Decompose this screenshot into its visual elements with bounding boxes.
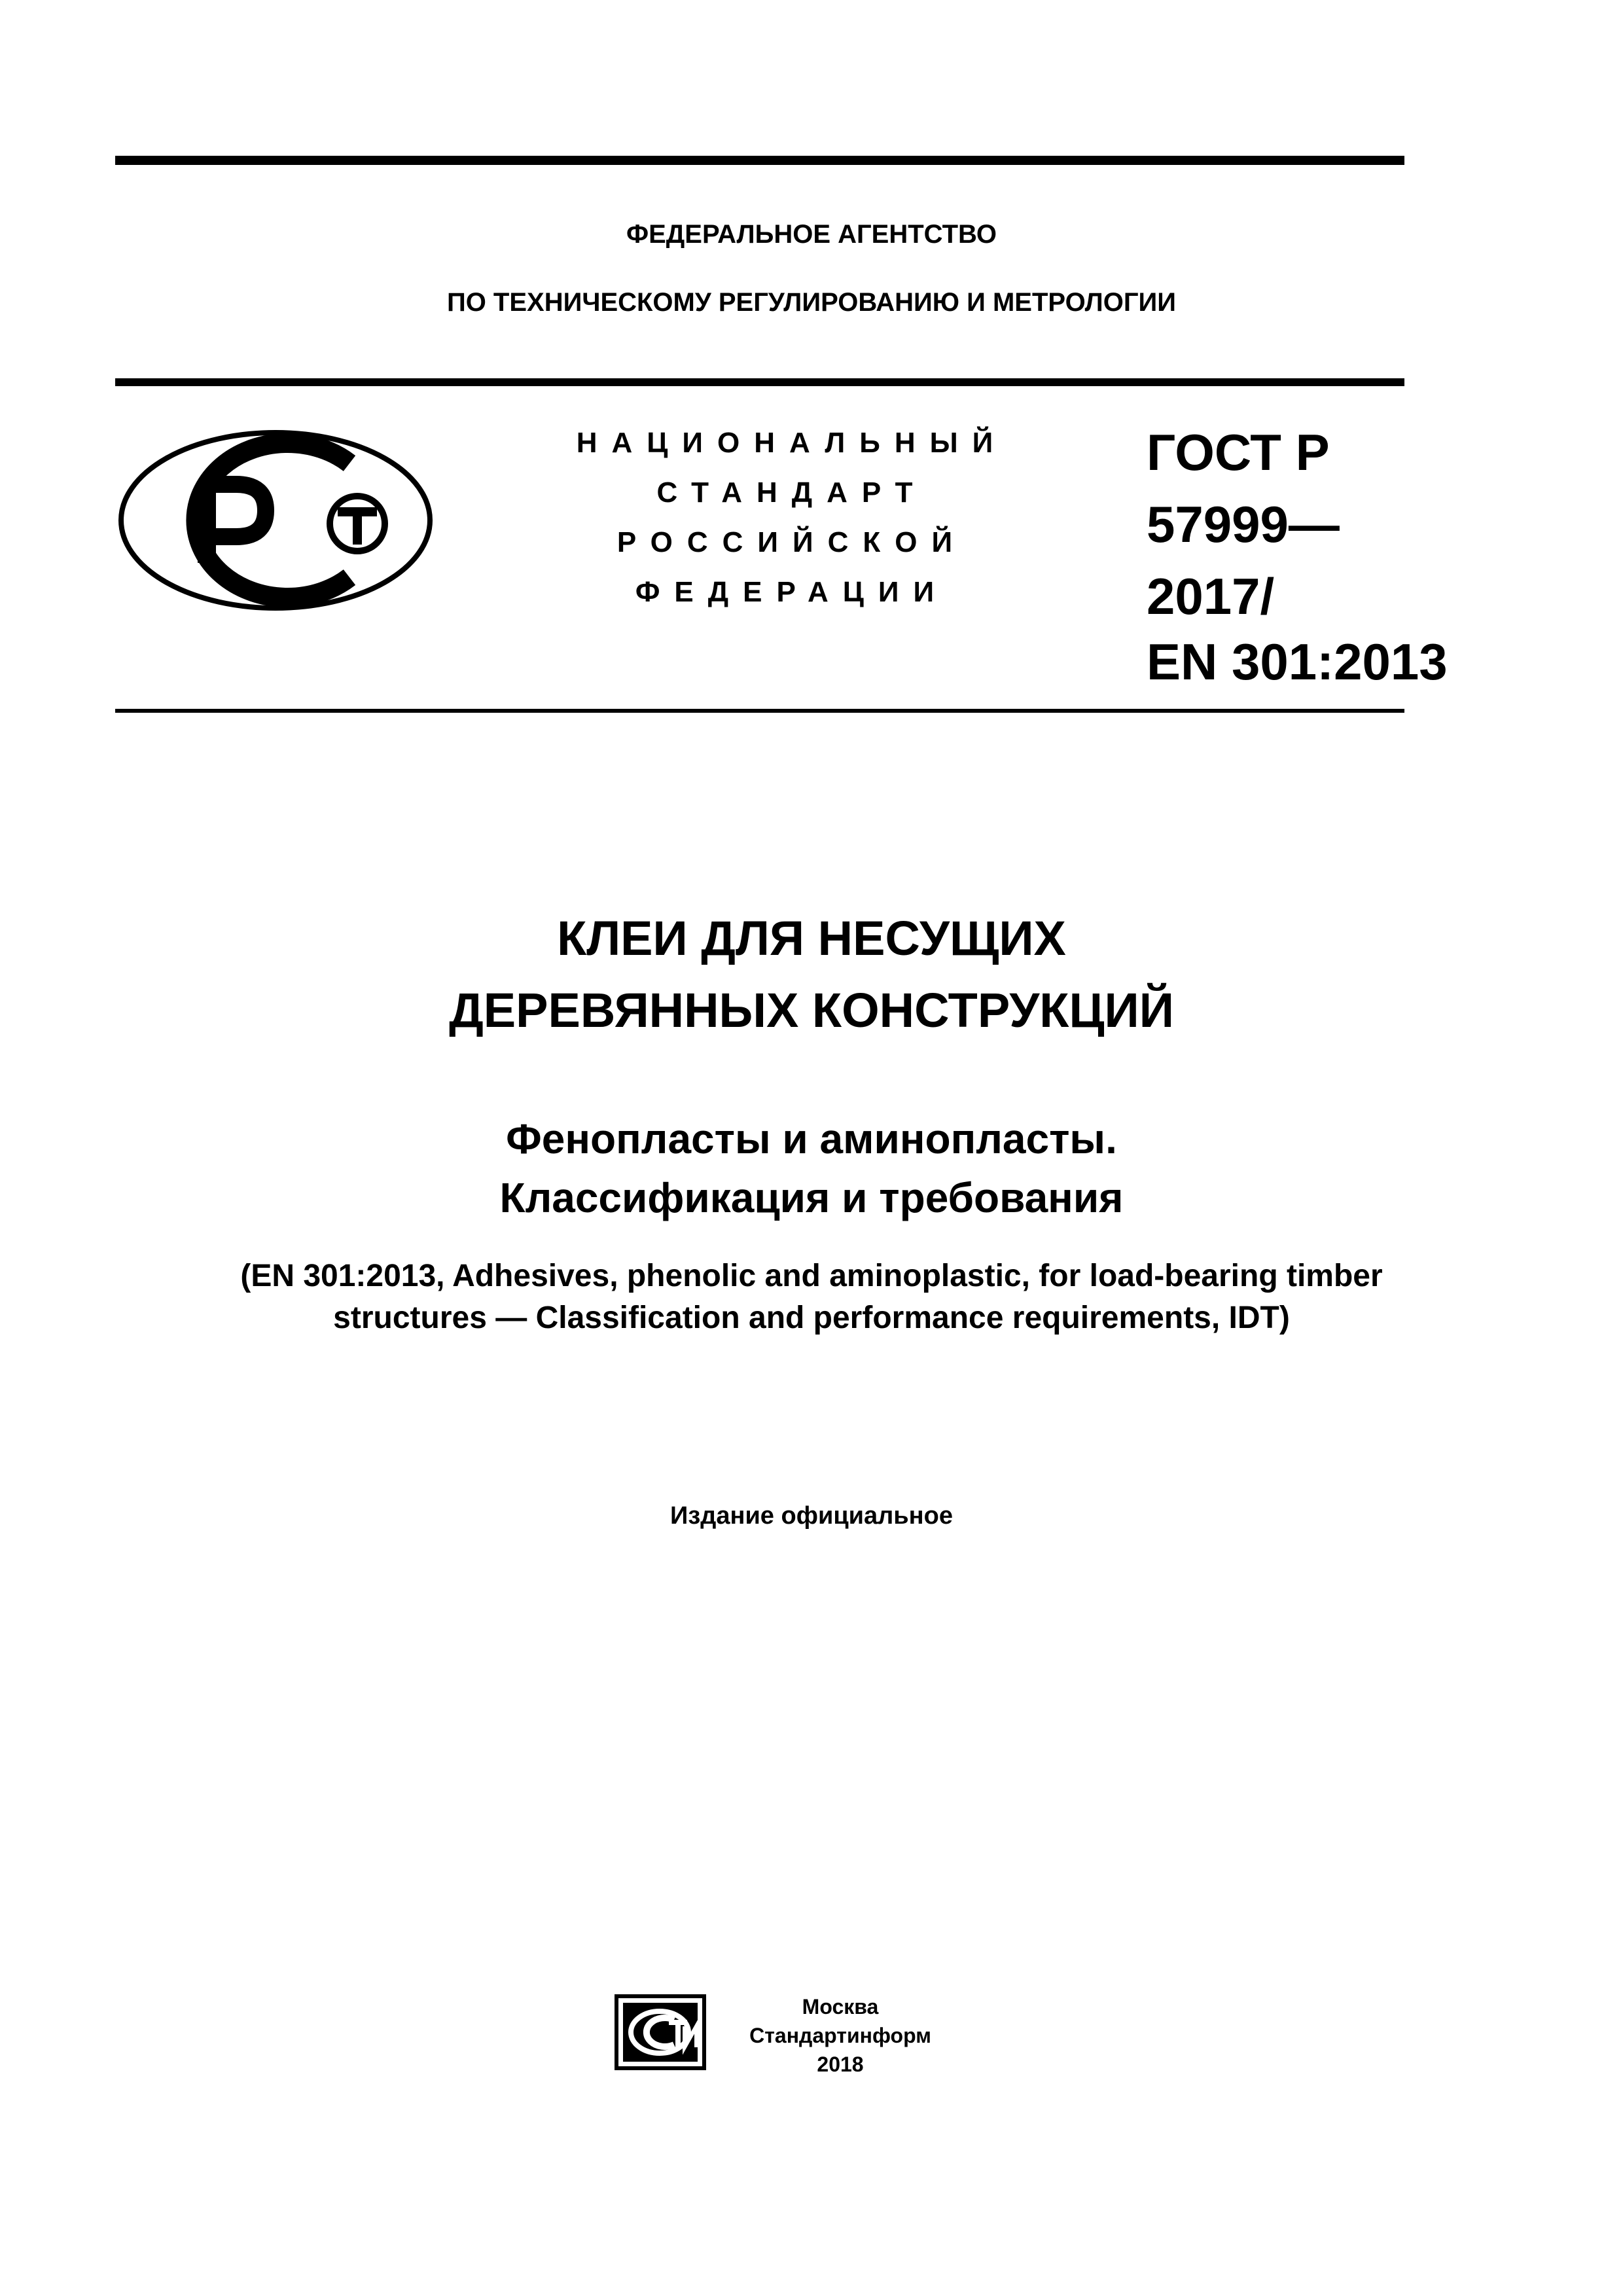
edition-label: Издание официальное bbox=[670, 1502, 953, 1530]
national-standard-line-1: НАЦИОНАЛЬНЫЙ bbox=[576, 427, 1008, 459]
agency-line-2: ПО ТЕХНИЧЕСКОМУ РЕГУЛИРОВАНИЮ И МЕТРОЛОГИИ bbox=[446, 288, 1177, 317]
en-title-line-1: (EN 301:2013, Adhesives, phenolic and aminoplastic, for load-bearing timber bbox=[240, 1259, 1383, 1293]
designation-line-4: EN 301:2013 bbox=[1147, 633, 1448, 691]
publisher-name: Стандартинформ bbox=[749, 2024, 931, 2047]
top-rule bbox=[115, 156, 1404, 165]
designation-rule bbox=[115, 709, 1404, 713]
designation-line-2: 57999— bbox=[1147, 495, 1340, 553]
designation-line-1: ГОСТ Р bbox=[1147, 423, 1330, 481]
title-line-1: КЛЕИ ДЛЯ НЕСУЩИХ bbox=[557, 911, 1066, 965]
national-standard-line-4: ФЕДЕРАЦИИ bbox=[635, 576, 949, 608]
subtitle-line-1: Фенопласты и аминопласты. bbox=[506, 1115, 1117, 1162]
header-rule bbox=[115, 378, 1404, 386]
publisher-city: Москва bbox=[802, 1995, 879, 2018]
agency-line-1: ФЕДЕРАЛЬНОЕ АГЕНТСТВО bbox=[626, 220, 997, 249]
publisher-year: 2018 bbox=[817, 2053, 864, 2076]
publisher-logo bbox=[614, 1994, 707, 2071]
gost-seal-logo bbox=[115, 425, 436, 615]
designation-line-3: 2017/ bbox=[1147, 567, 1275, 625]
subtitle-line-2: Классификация и требования bbox=[499, 1174, 1124, 1221]
national-standard-line-3: РОССИЙСКОЙ bbox=[616, 526, 967, 558]
pct-seal-icon bbox=[115, 425, 436, 615]
publisher-logo-icon bbox=[614, 1994, 707, 2071]
en-title-line-2: structures — Classification and performance requirements, IDT) bbox=[333, 1300, 1290, 1335]
national-standard-line-2: СТАНДАРТ bbox=[656, 476, 927, 509]
title-line-2: ДЕРЕВЯННЫХ КОНСТРУКЦИЙ bbox=[449, 983, 1174, 1037]
